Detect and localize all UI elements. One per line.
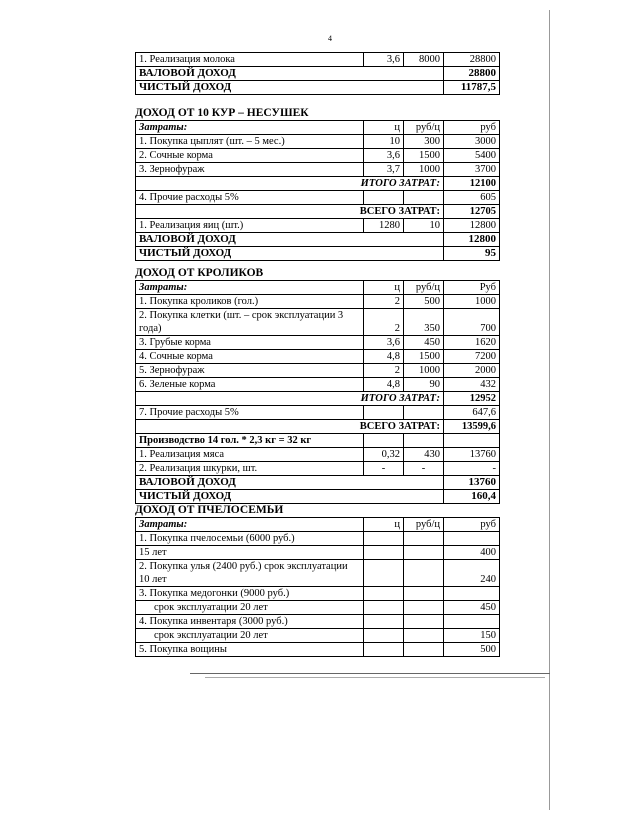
table-row [136,546,500,560]
sum-cell: 400 [444,546,500,560]
table-row [136,135,500,149]
table-row [136,587,500,601]
sum-cell [444,587,500,601]
bees-income-block [135,503,499,657]
total-costs-row [136,420,500,434]
row-label: 2. Реализация шкурки, шт. [136,462,364,476]
gross-income-value: 13760 [444,476,500,490]
net-income-label: ЧИСТЫЙ ДОХОД [136,490,444,504]
price-cell: 1500 [404,149,444,163]
gross-income-value: 12800 [444,233,500,247]
gross-income-label: ВАЛОВОЙ ДОХОД [136,476,444,490]
price-cell: - [404,462,444,476]
milk-income-block [135,52,499,95]
table-row [136,53,500,67]
row-label: 4. Покупка инвентаря (3000 руб.) [136,615,364,629]
row-label: 15 лет [136,546,364,560]
sum-cell: 240 [444,560,500,587]
production-row [136,434,500,448]
price-cell: 90 [404,378,444,392]
sum-cell: 5400 [444,149,500,163]
price-cell: 1500 [404,350,444,364]
header-quantity: ц [364,281,404,295]
sum-cell: 28800 [444,53,500,67]
header-price: руб/ц [404,121,444,135]
header-price: руб/ц [404,281,444,295]
row-label: 2. Покупка улья (2400 руб.) срок эксплуатации 10 лет [136,560,364,587]
total-costs-value: 12705 [444,205,500,219]
header-sum: руб [444,121,500,135]
table-row [136,295,500,309]
quantity-cell: 3,6 [364,149,404,163]
table-header-row [136,518,500,532]
quantity-cell: 1280 [364,219,404,233]
table-row [136,336,500,350]
row-label: срок эксплуатации 20 лет [136,629,364,643]
sum-cell: 647,6 [444,406,500,420]
price-cell: 430 [404,448,444,462]
header-price: руб/ц [404,518,444,532]
header-sum: руб [444,518,500,532]
net-income-row [136,81,500,95]
price-cell: 500 [404,295,444,309]
row-label: 1. Реализация мяса [136,448,364,462]
table-row [136,532,500,546]
row-label: 2. Сочные корма [136,149,364,163]
subtotal-row [136,177,500,191]
vertical-page-edge [549,10,550,810]
scan-line [190,673,550,674]
row-label: срок эксплуатации 20 лет [136,601,364,615]
table-row [136,406,500,420]
sum-cell: 3700 [444,163,500,177]
table-row [136,219,500,233]
header-costs: Затраты: [136,518,364,532]
net-income-label: ЧИСТЫЙ ДОХОД [136,247,444,261]
table-row [136,615,500,629]
table-header-row [136,121,500,135]
header-costs: Затраты: [136,121,364,135]
quantity-cell: - [364,462,404,476]
price-cell: 10 [404,219,444,233]
section-title: ДОХОД ОТ ПЧЕЛОСЕМЬИ [135,504,284,516]
quantity-cell: 4,8 [364,378,404,392]
row-label: 1. Реализация яиц (шт.) [136,219,364,233]
header-costs: Затраты: [136,281,364,295]
sum-cell: 3000 [444,135,500,149]
gross-income-row [136,476,500,490]
table-row [136,462,500,476]
subtotal-value: 12100 [444,177,500,191]
row-label: 3. Покупка медогонки (9000 руб.) [136,587,364,601]
row-label: 1. Покупка цыплят (шт. – 5 мес.) [136,135,364,149]
milk-income-table [135,52,500,95]
sum-cell: 150 [444,629,500,643]
subtotal-value: 12952 [444,392,500,406]
row-label: 3. Грубые корма [136,336,364,350]
total-costs-label: ВСЕГО ЗАТРАТ: [136,205,444,219]
hens-income-table [135,120,500,261]
header-quantity: ц [364,518,404,532]
total-costs-row [136,205,500,219]
quantity-cell: 3,7 [364,163,404,177]
section-title: ДОХОД ОТ КРОЛИКОВ [135,267,264,279]
header-quantity: ц [364,121,404,135]
row-label: 6. Зеленые корма [136,378,364,392]
price-cell: 1000 [404,364,444,378]
subtotal-label: ИТОГО ЗАТРАТ: [136,177,444,191]
total-costs-label: ВСЕГО ЗАТРАТ: [136,420,444,434]
row-label: 5. Зернофураж [136,364,364,378]
sum-cell: 450 [444,601,500,615]
sum-cell: 605 [444,191,500,205]
quantity-cell: 3,6 [364,336,404,350]
production-label: Производство 14 гол. * 2,3 кг = 32 кг [136,434,364,448]
scan-line [205,677,545,678]
table-row [136,149,500,163]
price-cell: 8000 [404,53,444,67]
sum-cell [444,532,500,546]
price-cell: 350 [404,309,444,336]
sum-cell: 432 [444,378,500,392]
row-label: 4. Сочные корма [136,350,364,364]
quantity-cell: 2 [364,309,404,336]
table-row [136,643,500,657]
row-label: 1. Покупка пчелосемьи (6000 руб.) [136,532,364,546]
row-label: 4. Прочие расходы 5% [136,191,364,205]
gross-income-row [136,67,500,81]
table-row [136,378,500,392]
table-row [136,629,500,643]
sum-cell [444,615,500,629]
rabbits-income-table [135,280,500,504]
net-income-row [136,247,500,261]
quantity-cell: 2 [364,364,404,378]
total-costs-value: 13599,6 [444,420,500,434]
sum-cell: 1620 [444,336,500,350]
row-label: 1. Реализация молока [136,53,364,67]
gross-income-value: 28800 [444,67,500,81]
quantity-cell: 2 [364,295,404,309]
subtotal-row [136,392,500,406]
sum-cell: 2000 [444,364,500,378]
quantity-cell: 10 [364,135,404,149]
gross-income-label: ВАЛОВОЙ ДОХОД [136,67,444,81]
row-label: 1. Покупка кроликов (гол.) [136,295,364,309]
sum-cell: 500 [444,643,500,657]
table-row [136,601,500,615]
quantity-cell: 0,32 [364,448,404,462]
section-title: ДОХОД ОТ 10 КУР – НЕСУШЕК [135,107,309,119]
table-row [136,309,500,336]
row-label: 7. Прочие расходы 5% [136,406,364,420]
gross-income-label: ВАЛОВОЙ ДОХОД [136,233,444,247]
sum-cell: - [444,462,500,476]
subtotal-label: ИТОГО ЗАТРАТ: [136,392,444,406]
table-row [136,163,500,177]
price-cell: 1000 [404,163,444,177]
hens-income-block [135,106,499,261]
gross-income-row [136,233,500,247]
price-cell: 450 [404,336,444,350]
quantity-cell: 3,6 [364,53,404,67]
quantity-cell: 4,8 [364,350,404,364]
sum-cell: 1000 [444,295,500,309]
sum-cell: 7200 [444,350,500,364]
net-income-label: ЧИСТЫЙ ДОХОД [136,81,444,95]
net-income-row [136,490,500,504]
sum-cell: 700 [444,309,500,336]
table-row [136,560,500,587]
price-cell: 300 [404,135,444,149]
net-income-value: 11787,5 [444,81,500,95]
row-label: 5. Покупка вощины [136,643,364,657]
net-income-value: 95 [444,247,500,261]
sum-cell: 13760 [444,448,500,462]
bees-income-table [135,517,500,657]
net-income-value: 160,4 [444,490,500,504]
table-row [136,191,500,205]
row-label: 3. Зернофураж [136,163,364,177]
table-row [136,364,500,378]
header-sum: Руб [444,281,500,295]
table-row [136,448,500,462]
table-header-row [136,281,500,295]
sum-cell: 12800 [444,219,500,233]
page-number: 4 [328,34,332,43]
rabbits-income-block [135,266,499,504]
table-row [136,350,500,364]
row-label: 2. Покупка клетки (шт. – срок эксплуатации 3 года) [136,309,364,336]
